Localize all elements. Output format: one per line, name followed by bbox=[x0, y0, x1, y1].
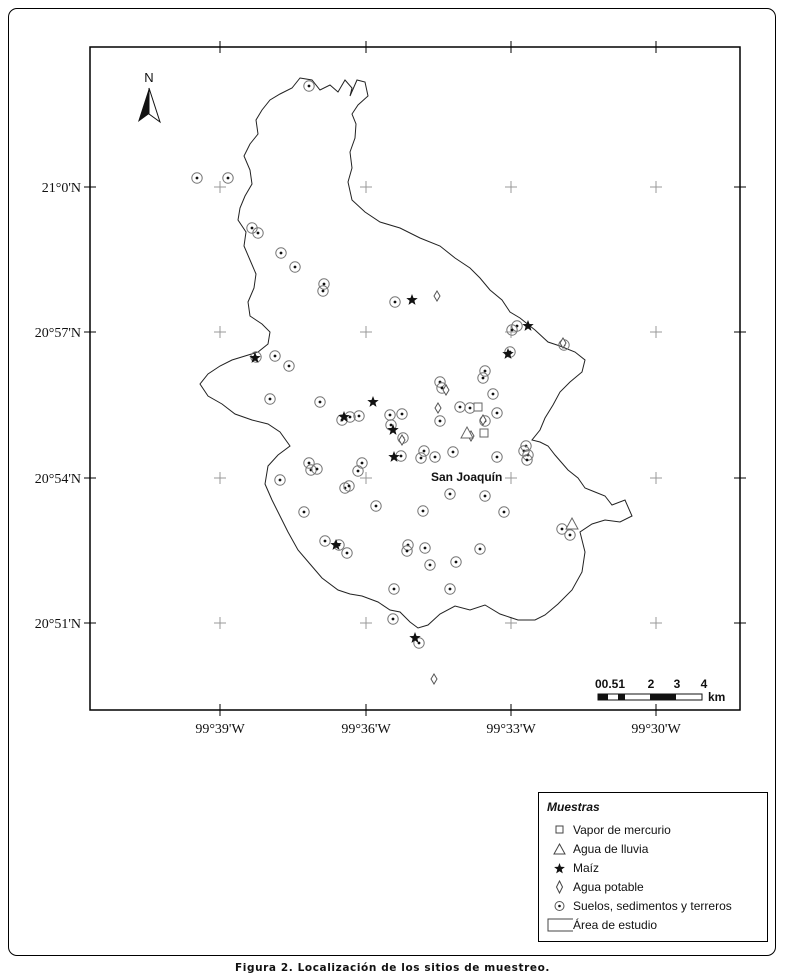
soil-sample-marker bbox=[270, 351, 280, 361]
water-sample-marker bbox=[431, 674, 437, 684]
legend-label: Área de estudio bbox=[573, 918, 658, 932]
soil-sample-marker bbox=[353, 466, 363, 476]
soil-sample-marker bbox=[192, 173, 202, 183]
soil-sample-marker bbox=[390, 297, 400, 307]
legend-label: Suelos, sedimentos y terreros bbox=[573, 899, 732, 913]
soil-sample-marker bbox=[419, 446, 429, 456]
rect-icon bbox=[547, 917, 573, 933]
soil-sample-marker bbox=[276, 248, 286, 258]
soil-sample-marker bbox=[312, 464, 322, 474]
legend-label: Agua de lluvia bbox=[573, 842, 649, 856]
soil-sample-marker bbox=[371, 501, 381, 511]
star-icon bbox=[547, 860, 573, 876]
scale-bar bbox=[595, 677, 725, 704]
scale-label: 00.51 bbox=[594, 677, 626, 691]
soil-sample-marker bbox=[435, 416, 445, 426]
north-label: N bbox=[144, 70, 154, 85]
soil-sample-marker bbox=[430, 452, 440, 462]
legend-item-suelos bbox=[547, 897, 732, 915]
soil-sample-marker bbox=[389, 584, 399, 594]
soil-sample-marker bbox=[451, 557, 461, 567]
soil-sample-marker bbox=[304, 81, 314, 91]
soil-sample-marker bbox=[499, 507, 509, 517]
soil-sample-marker bbox=[284, 361, 294, 371]
soil-sample-marker bbox=[445, 489, 455, 499]
lon-label: 99°36'W bbox=[341, 722, 391, 737]
triangle-icon bbox=[547, 841, 573, 857]
lon-label: 99°30'W bbox=[631, 722, 681, 737]
soil-sample-marker bbox=[342, 548, 352, 558]
soil-sample-marker bbox=[265, 394, 275, 404]
soil-sample-marker bbox=[488, 389, 498, 399]
soil-sample-marker bbox=[315, 397, 325, 407]
diamond-icon bbox=[547, 879, 573, 895]
mercury-sample-marker bbox=[480, 429, 488, 437]
soil-sample-marker bbox=[480, 491, 490, 501]
rain-sample-marker bbox=[566, 518, 578, 529]
scale-label: 2 bbox=[647, 677, 655, 691]
soil-sample-marker bbox=[445, 584, 455, 594]
soil-sample-marker bbox=[318, 286, 328, 296]
dot-circle-icon bbox=[547, 898, 573, 914]
water-sample-marker bbox=[443, 385, 449, 395]
soil-sample-marker bbox=[475, 544, 485, 554]
maize-sample-marker bbox=[387, 424, 398, 435]
study-area-boundary bbox=[200, 78, 632, 628]
legend-title: Muestras bbox=[547, 800, 600, 814]
legend-label: Agua potable bbox=[573, 880, 644, 894]
water-sample-marker bbox=[434, 291, 440, 301]
lat-label: 20°51'N bbox=[34, 617, 81, 632]
north-arrow-icon bbox=[138, 70, 160, 122]
soil-sample-marker bbox=[299, 507, 309, 517]
soil-sample-marker bbox=[275, 475, 285, 485]
legend bbox=[538, 792, 768, 942]
soil-sample-marker bbox=[402, 546, 412, 556]
lat-label: 21°0'N bbox=[41, 181, 81, 196]
lat-label: 20°57'N bbox=[34, 326, 81, 341]
lon-label: 99°39'W bbox=[195, 722, 245, 737]
soil-sample-marker bbox=[478, 373, 488, 383]
soil-sample-marker bbox=[385, 410, 395, 420]
soil-sample-marker bbox=[448, 447, 458, 457]
soil-sample-marker bbox=[455, 402, 465, 412]
soil-sample-marker bbox=[397, 409, 407, 419]
legend-item-area bbox=[547, 916, 657, 934]
soil-sample-marker bbox=[320, 536, 330, 546]
soil-sample-marker bbox=[290, 262, 300, 272]
scale-unit: km bbox=[708, 690, 726, 704]
figure-caption: Figura 2. Localización de los sitios de muestreo. bbox=[234, 962, 550, 974]
soil-sample-marker bbox=[425, 560, 435, 570]
soil-sample-marker bbox=[565, 530, 575, 540]
legend-label: Maíz bbox=[573, 861, 600, 875]
soil-sample-marker bbox=[319, 279, 329, 289]
soil-sample-marker bbox=[416, 453, 426, 463]
soil-sample-marker bbox=[418, 506, 428, 516]
scale-label: 3 bbox=[673, 677, 681, 691]
maize-sample-marker bbox=[330, 539, 341, 550]
maize-sample-marker bbox=[406, 294, 417, 305]
maize-sample-marker bbox=[367, 396, 378, 407]
legend-item-lluvia bbox=[547, 840, 648, 858]
legend-item-vapor bbox=[547, 821, 671, 839]
soil-sample-marker bbox=[357, 458, 367, 468]
soil-sample-marker bbox=[435, 377, 445, 387]
soil-sample-marker bbox=[492, 452, 502, 462]
soil-sample-marker bbox=[223, 173, 233, 183]
lat-label: 20°54'N bbox=[34, 472, 81, 487]
map-border bbox=[90, 47, 740, 710]
soil-sample-marker bbox=[420, 543, 430, 553]
soil-sample-marker bbox=[492, 408, 502, 418]
lon-label: 99°33'W bbox=[486, 722, 536, 737]
scale-label: 4 bbox=[700, 677, 708, 691]
legend-label: Vapor de mercurio bbox=[573, 823, 671, 837]
soil-sample-marker bbox=[480, 366, 490, 376]
coordinate-ticks bbox=[35, 41, 746, 737]
town-label: San Joaquín bbox=[431, 470, 503, 484]
water-sample-marker bbox=[435, 403, 441, 413]
soil-sample-marker bbox=[344, 481, 354, 491]
legend-item-agua-potable bbox=[547, 878, 644, 896]
square-icon bbox=[547, 822, 573, 838]
legend-item-maiz bbox=[547, 859, 599, 877]
soil-sample-marker bbox=[388, 614, 398, 624]
maize-sample-marker bbox=[409, 632, 420, 643]
mercury-sample-marker bbox=[474, 403, 482, 411]
